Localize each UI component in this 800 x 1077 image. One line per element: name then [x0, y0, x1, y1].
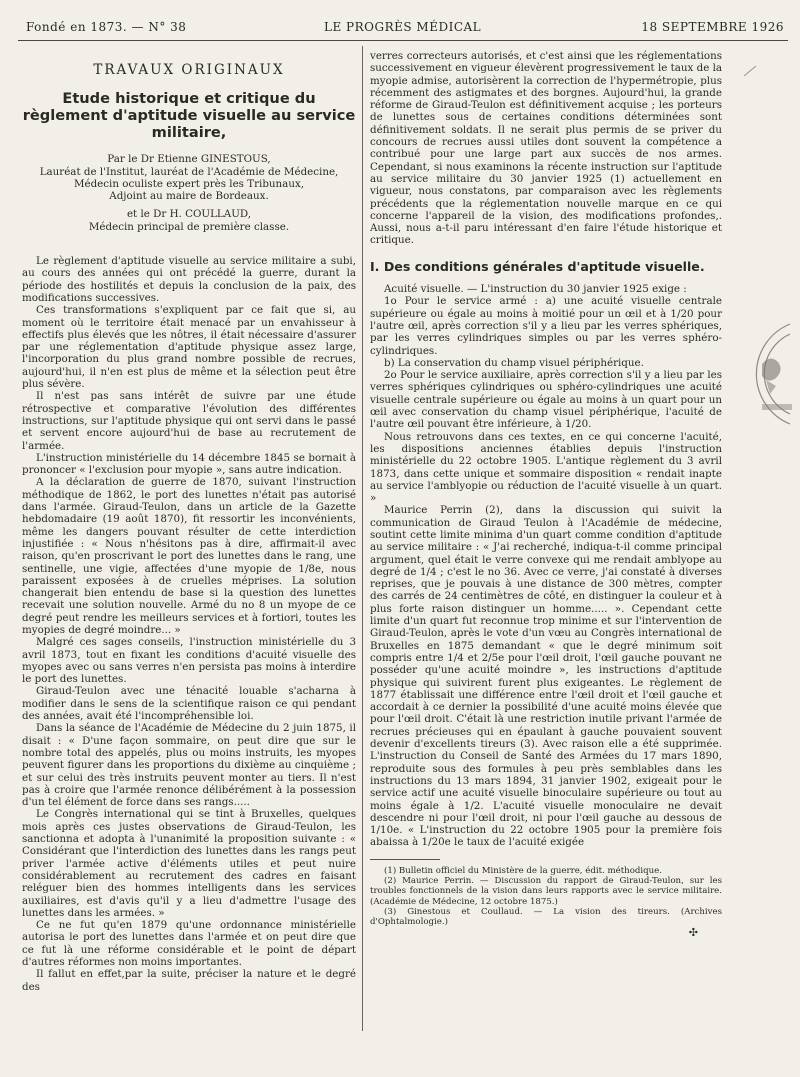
subsection-heading: I. Des conditions générales d'aptitude visuelle.: [370, 258, 705, 274]
paragraph: 1o Pour le service armé : a) une acuité visuelle centrale supérieure ou égale au moins à moitié pour un œil et à 1/20 pour l'autre œil, après correction s'il y a lieu par les verres sphériques, par les verres cylindriques simples ou par les verres sphéro-cylindriques.: [370, 295, 722, 357]
paragraph: L'instruction ministérielle du 14 décembre 1845 se bornait à prononcer « l'exclusion pour myopie », sans autre indication.: [22, 451, 356, 477]
paragraph: 2o Pour le service auxiliaire, après correction s'il y a lieu par les verres sphériques cylindriques ou sphéro-cylindriques une acuité visuelle centrale supérieure ou égale au moins à un quart pour un œil avec conservation du champ visuel périphérique, l'acuité de l'autre œil pouvant être inférieure, à 1/20.: [370, 369, 722, 431]
paragraph: Malgré ces sages conseils, l'instruction ministérielle du 3 avril 1873, tout en fixant les conditions d'acuité visuelle des myopes avec ou sans verres n'en persista pas moins à interdire le port des lunettes.: [22, 636, 356, 686]
article-title: Etude historique et critique du règlement d'aptitude visuelle au service militaire,: [22, 90, 356, 142]
author-line: Lauréat de l'Institut, lauréat de l'Académie de Médecine,: [39, 165, 339, 178]
author-line: Par le Dr Etienne GINESTOUS,: [107, 153, 271, 166]
coauthor-line: et le Dr H. COULLAUD,: [126, 208, 252, 221]
header-founding-issue: Fondé en 1873. — N° 38: [26, 20, 187, 34]
author-line: Adjoint au maire de Bordeaux.: [109, 190, 269, 203]
paragraph: Il n'est pas sans intérêt de suivre par une étude rétrospective et comparative l'évolution des différentes instructions, sur l'aptitude physique qui ont servi dans le passé et servent encore aujourd'hui de base au recrutement de l'armée.: [22, 390, 356, 452]
paragraph: Il fallut en effet,par la suite, préciser la nature et le degré des: [22, 968, 356, 993]
paragraph: Giraud-Teulon avec une ténacité louable s'acharna à modifier dans le sens de la scientifique raison ce qui pendant des années, avait été l'incompréhensible loi.: [22, 685, 356, 723]
paragraph: Maurice Perrin (2), dans la discussion qui suivit la communication de Giraud Teulon à l'Académie de médecine, soutint cette limite minima d'un quart comme condition d'aptitude au service militaire : « J'ai recherché, indiqua-t-il comme principal argument, quel était le verre convexe qui me rendait amblyope au degré de 1/4 ; c'est le no 36. Avec ce verre, j'ai constaté à diverses reprises, que je pouvais à une distance de 300 mètres, compter des carrés de 24 centimètres de côté, en distinguer la couleur et à plus forte raison distinguer un homme..... ». Cependant cette limite d'un quart fut reconnue trop minime et sur l'intervention de Giraud-Teulon, après le vote d'un vœu au Congrès international de Bruxelles en 1875 demandant « que le degré minimum soit compris entre 1/4 et 2/5e pour l'œil droit, l'œil gauche pouvant ne posséder qu'une acuité moindre », les instructions d'aptitude physique qui suivirent furent plus exigeantes. Le règlement de 1877 établissait une différence entre l'œil droit et l'œil gauche et accordait à ce dernier la possibilité d'une acuité moins élevée que pour l'œil droit. C'était là une restriction inutile privant l'armée de recrues précieuses qui en épaulant à gauche pouvaient souvent devenir d'excellents tireurs (3). Avec raison elle a été supprimée. L'instruction du Conseil de Santé des Armées du 17 mars 1890, reproduite sous des formules à peu près semblables dans les instructions du 13 mars 1894, 31 janvier 1902, exigeait pour le service actif une acuité visuelle binoculaire supérieure ou tout au moins égale à 1/2. L'acuité visuelle monoculaire ne devait descendre ni pour l'œil droit, ni pour l'œil gauche au dessous de 1/10e. « L'instruction du 22 octobre 1905 pour la première fois abaissa à 1/20e le taux de l'acuité exigée: [370, 504, 722, 849]
author-line: Médecin oculiste expert près les Tribunaux,: [73, 177, 305, 190]
paragraph: b) La conservation du champ visuel périphérique.: [384, 356, 644, 369]
right-column: [370, 50, 722, 940]
paragraph: Ces transformations s'expliquent par ce fait que si, au moment où le territoire était menacé par un envahisseur à effectifs plus élevés que les nôtres, il était nécessaire d'assurer par une réglementation d'aptitude physique assez large, l'incorporation du plus grand nombre possible de recrues, aujourd'hui, il n'en est plus de même et la sélection peut être plus sévère.: [22, 304, 356, 391]
footnote-rule: [370, 859, 440, 860]
left-column: [22, 60, 356, 993]
section-heading: TRAVAUX ORIGINAUX: [93, 62, 285, 78]
footnote: (1) Bulletin officiel du Ministère de la guerre, édit. méthodique.: [384, 865, 662, 876]
paragraph: verres correcteurs autorisés, et c'est ainsi que les réglementations successivement en vigueur élevèrent progressivement le taux de la myopie admise, autorisèrent la correction de l'hypermétropie, plus récemment des astigmates et des borgnes. Aujourd'hui, la grande réforme de Giraud-Teulon est définitivement acquise ; les porteurs de lunettes sous de certaines conditions déterminées sont définitivement soldats. Il ne serait plus permis de se priver du concours de recrues aussi utiles dont souvent la compétence a contribué pour une large part aux succès de nos armes. Cependant, si nous examinons la récente instruction sur l'aptitude au service militaire du 30 janvier 1925 (1) actuellement en vigueur, nous constatons, par comparaison avec les règlements précédents que la réglementation nouvelle marque en ce qui concerne l'appareil de la vision, des modifications profondes,. Aussi, nous a-t-il paru intéressant d'en faire l'étude historique et critique.: [370, 50, 722, 247]
margin-mark: [742, 64, 758, 78]
paragraph: Acuité visuelle. — L'instruction du 30 janvier 1925 exige :: [384, 283, 687, 296]
paragraph: Dans la séance de l'Académie de Médecine du 2 juin 1875, il disait : « D'une façon sommaire, on peut dire que sur le nombre total des appelés, plus ou moins instruits, les myopes peuvent figurer dans les proportions du dixième au cinquième ; et sur celui des très instruits peuvent monter au tiers. Il n'est pas à croire que l'armée renonce délibérément à la possession d'un tel élément de force dans ses rangs.....: [22, 722, 356, 809]
paragraph: Le Congrès international qui se tint à Bruxelles, quelques mois après ces justes observations de Giraud-Teulon, les sanctionna et adopta à l'unanimité la proposition suivante : « Considérant que l'interdiction des lunettes dans les rangs peut priver l'armée active d'éléments utiles et peut nuire considérablement au recrutement des cadres en faisant reléguer bien des hommes intelligents dans les services auxiliaires, est d'avis qu'il y a lieu d'admettre l'usage des lunettes dans les armées. »: [22, 808, 356, 919]
column-divider: [362, 46, 363, 1031]
paragraph: A la déclaration de guerre de 1870, suivant l'instruction méthodique de 1862, le port des lunettes n'était pas autorisé dans l'armée. Giraud-Teulon, dans un article de la Gazette hebdomadaire (19 août 1870), fit ressortir les inconvénients, même les dangers pouvant résulter de cette interdiction injustifiée : « Nous n'hésitons pas à dire, affirmait-il avec raison, qu'en proscrivant le port des lunettes dans le rang, une sentinelle, une vigie, affectées d'une myopie de 1/8e, nous paraissent exposées à de cruelles méprises. La solution changerait bien entendu de base si la question des lunettes recevait une solution nouvelle. Armé du no 8 un myope de ce degré peut rendre les meilleurs services et à fortiori, toutes les myopies de degré moindre... »: [22, 476, 356, 636]
footnote: (2) Maurice Perrin. — Discussion du rapport de Giraud-Teulon, sur les troubles fonctionnels de la vision dans leurs rapports avec le service militaire. (Académie de Médecine, 12 octobre 1875.): [370, 876, 722, 907]
running-header: [18, 18, 788, 41]
header-journal-title: LE PROGRÈS MÉDICAL: [324, 20, 482, 34]
paragraph: Nous retrouvons dans ces textes, en ce qui concerne l'acuité, les dispositions anciennes établies depuis l'instruction ministérielle du 22 octobre 1905. L'antique règlement du 3 avril 1873, dans cette unique et sommaire disposition « rendait inapte au service l'amblyopie ou réduction de l'acuité visuelle à un quart. »: [370, 430, 722, 505]
paragraph: Ce ne fut qu'en 1879 qu'une ordonnance ministérielle autorisa le port des lunettes dans l'armée et on peut dire que ce fut là une réforme considérable et le point de départ d'autres réformes non moins importantes.: [22, 919, 356, 968]
header-date: 18 SEPTEMBRE 1926: [641, 20, 784, 34]
paragraph: Le règlement d'aptitude visuelle au service militaire a subi, au cours des années qui ont précédé la guerre, durant la période des hostilités et depuis la conclusion de la paix, des modifications successives.: [22, 255, 356, 304]
library-stamp: [732, 318, 794, 430]
footnote: (3) Ginestous et Coullaud. — La vision des tireurs. (Archives d'Ophtalmologie.): [370, 906, 722, 928]
coauthor-line: Médecin principal de première classe.: [88, 220, 290, 233]
fleuron-ornament: ✣: [688, 926, 698, 940]
